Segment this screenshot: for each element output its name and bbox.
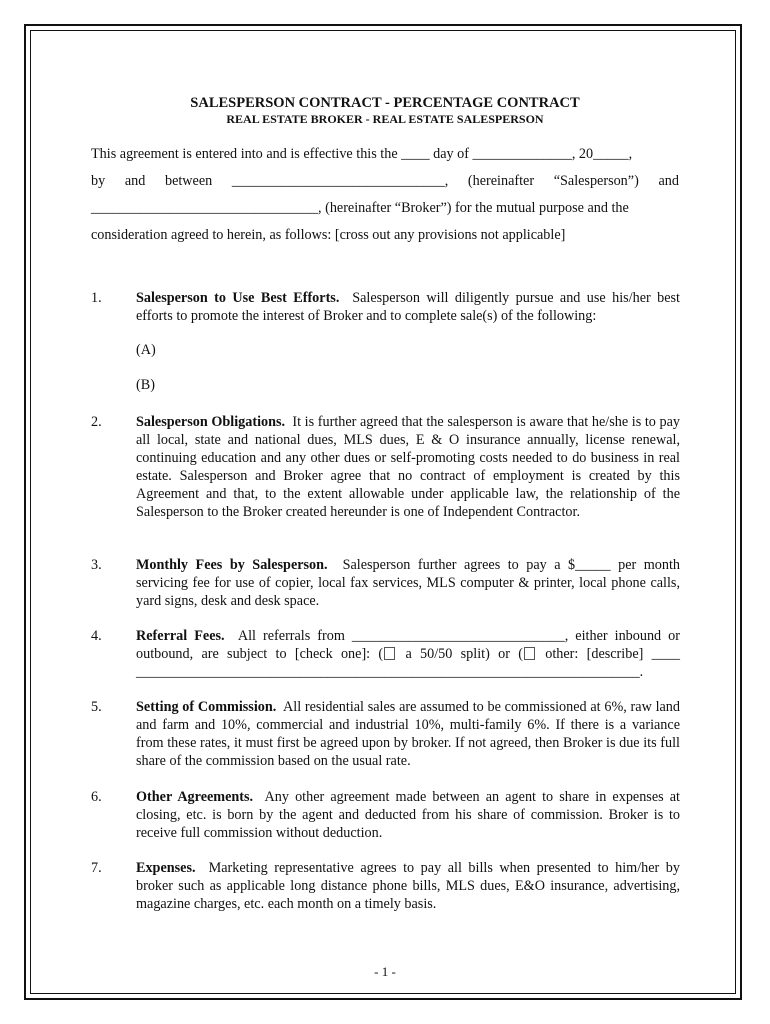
- section-number: 6.: [91, 789, 102, 805]
- section-heading: Referral Fees.: [136, 628, 225, 644]
- intro-line-4: consideration agreed to herein, as follows: [cross out any provisions not applicable]: [91, 227, 566, 243]
- section-heading: Monthly Fees by Salesperson.: [136, 557, 328, 573]
- section-heading: Expenses.: [136, 860, 196, 876]
- intro-line-2: by and between ______________________________, (hereinafter “Salesperson”) and: [91, 173, 679, 189]
- section-heading: Other Agreements.: [136, 789, 254, 805]
- section-number: 2.: [91, 414, 102, 430]
- section-body: [136, 556, 680, 610]
- document-title: SALESPERSON CONTRACT - PERCENTAGE CONTRACT: [190, 95, 580, 111]
- section-text: Marketing representative agrees to pay all bills when presented to him/her by broker such as applicable long distance phone bills, MLS dues, E&O insurance, advertising, magazine charges, etc. each month on a timely basis.: [136, 860, 680, 912]
- section-text: It is further agreed that the salesperson is aware that he/she is to pay all local, state and national dues, MLS dues, E & O insurance annually, license renewal, continuing education and any other dues or self-promoting costs needed to do business in real estate. Salesperson and Broker agree that no contract of employment is created by this Agreement and that, to the extent allowable under applicable law, the relationship of the Salesperson to the Broker created hereunder is one of Independent Contractor.: [136, 414, 681, 520]
- section-heading: Salesperson Obligations.: [136, 414, 286, 430]
- section-text: Salesperson will diligently pursue and use his/her best efforts to promote the interest of Broker and to complete sale(s) of the following:: [136, 290, 681, 324]
- section-number: 5.: [91, 699, 102, 715]
- section-body: [136, 413, 680, 521]
- section-body: Referral Fees. All referrals from ______________________________, either inbound or outbound, are subject to [check one]: ( a 50/50 split) or ( other: [describe] ____ _______________________________________________________________________.: [136, 628, 681, 680]
- section-number: 4.: [91, 628, 102, 644]
- intro-line-1: This agreement is entered into and is effective this the ____ day of ______________, 20_____,: [91, 146, 633, 162]
- section-number: 1.: [91, 290, 102, 306]
- section-number: 7.: [91, 860, 102, 876]
- section-body: [136, 289, 680, 325]
- section-body: [136, 698, 680, 770]
- checkbox-50-50-split[interactable]: [384, 647, 395, 660]
- section-heading: Salesperson to Use Best Efforts.: [136, 290, 340, 306]
- checkbox-other[interactable]: [524, 647, 535, 660]
- section-text: Salesperson further agrees to pay a $_____ per month servicing fee for use of copier, local fax services, MLS computer & printer, local phone calls, yard signs, desk and desk space.: [136, 557, 681, 609]
- page-number: - 1 -: [374, 964, 396, 979]
- section-number: 3.: [91, 557, 102, 573]
- section-heading: Setting of Commission.: [136, 699, 277, 715]
- section-text: Any other agreement made between an agent to share in expenses at closing, etc. is born by the agent and deducted from his share of commission. Broker is to receive full commission without deduction.: [136, 789, 680, 841]
- subitem-b: (B): [136, 377, 155, 393]
- section-text: All residential sales are assumed to be commissioned at 6%, raw land and farm and 10%, commercial and industrial 10%, multi-family 6%. If there is a variance from these rates, it must first be agreed upon by broker. If not agreed, then Broker is due its full share of the commission based on the usual rate.: [136, 699, 680, 769]
- section-body: [136, 859, 680, 913]
- document-subtitle: REAL ESTATE BROKER - REAL ESTATE SALESPERSON: [226, 112, 544, 126]
- subitem-a: (A): [136, 342, 156, 358]
- section-body: [136, 788, 680, 842]
- intro-line-3: ________________________________, (hereinafter “Broker”) for the mutual purpose and the: [91, 200, 629, 216]
